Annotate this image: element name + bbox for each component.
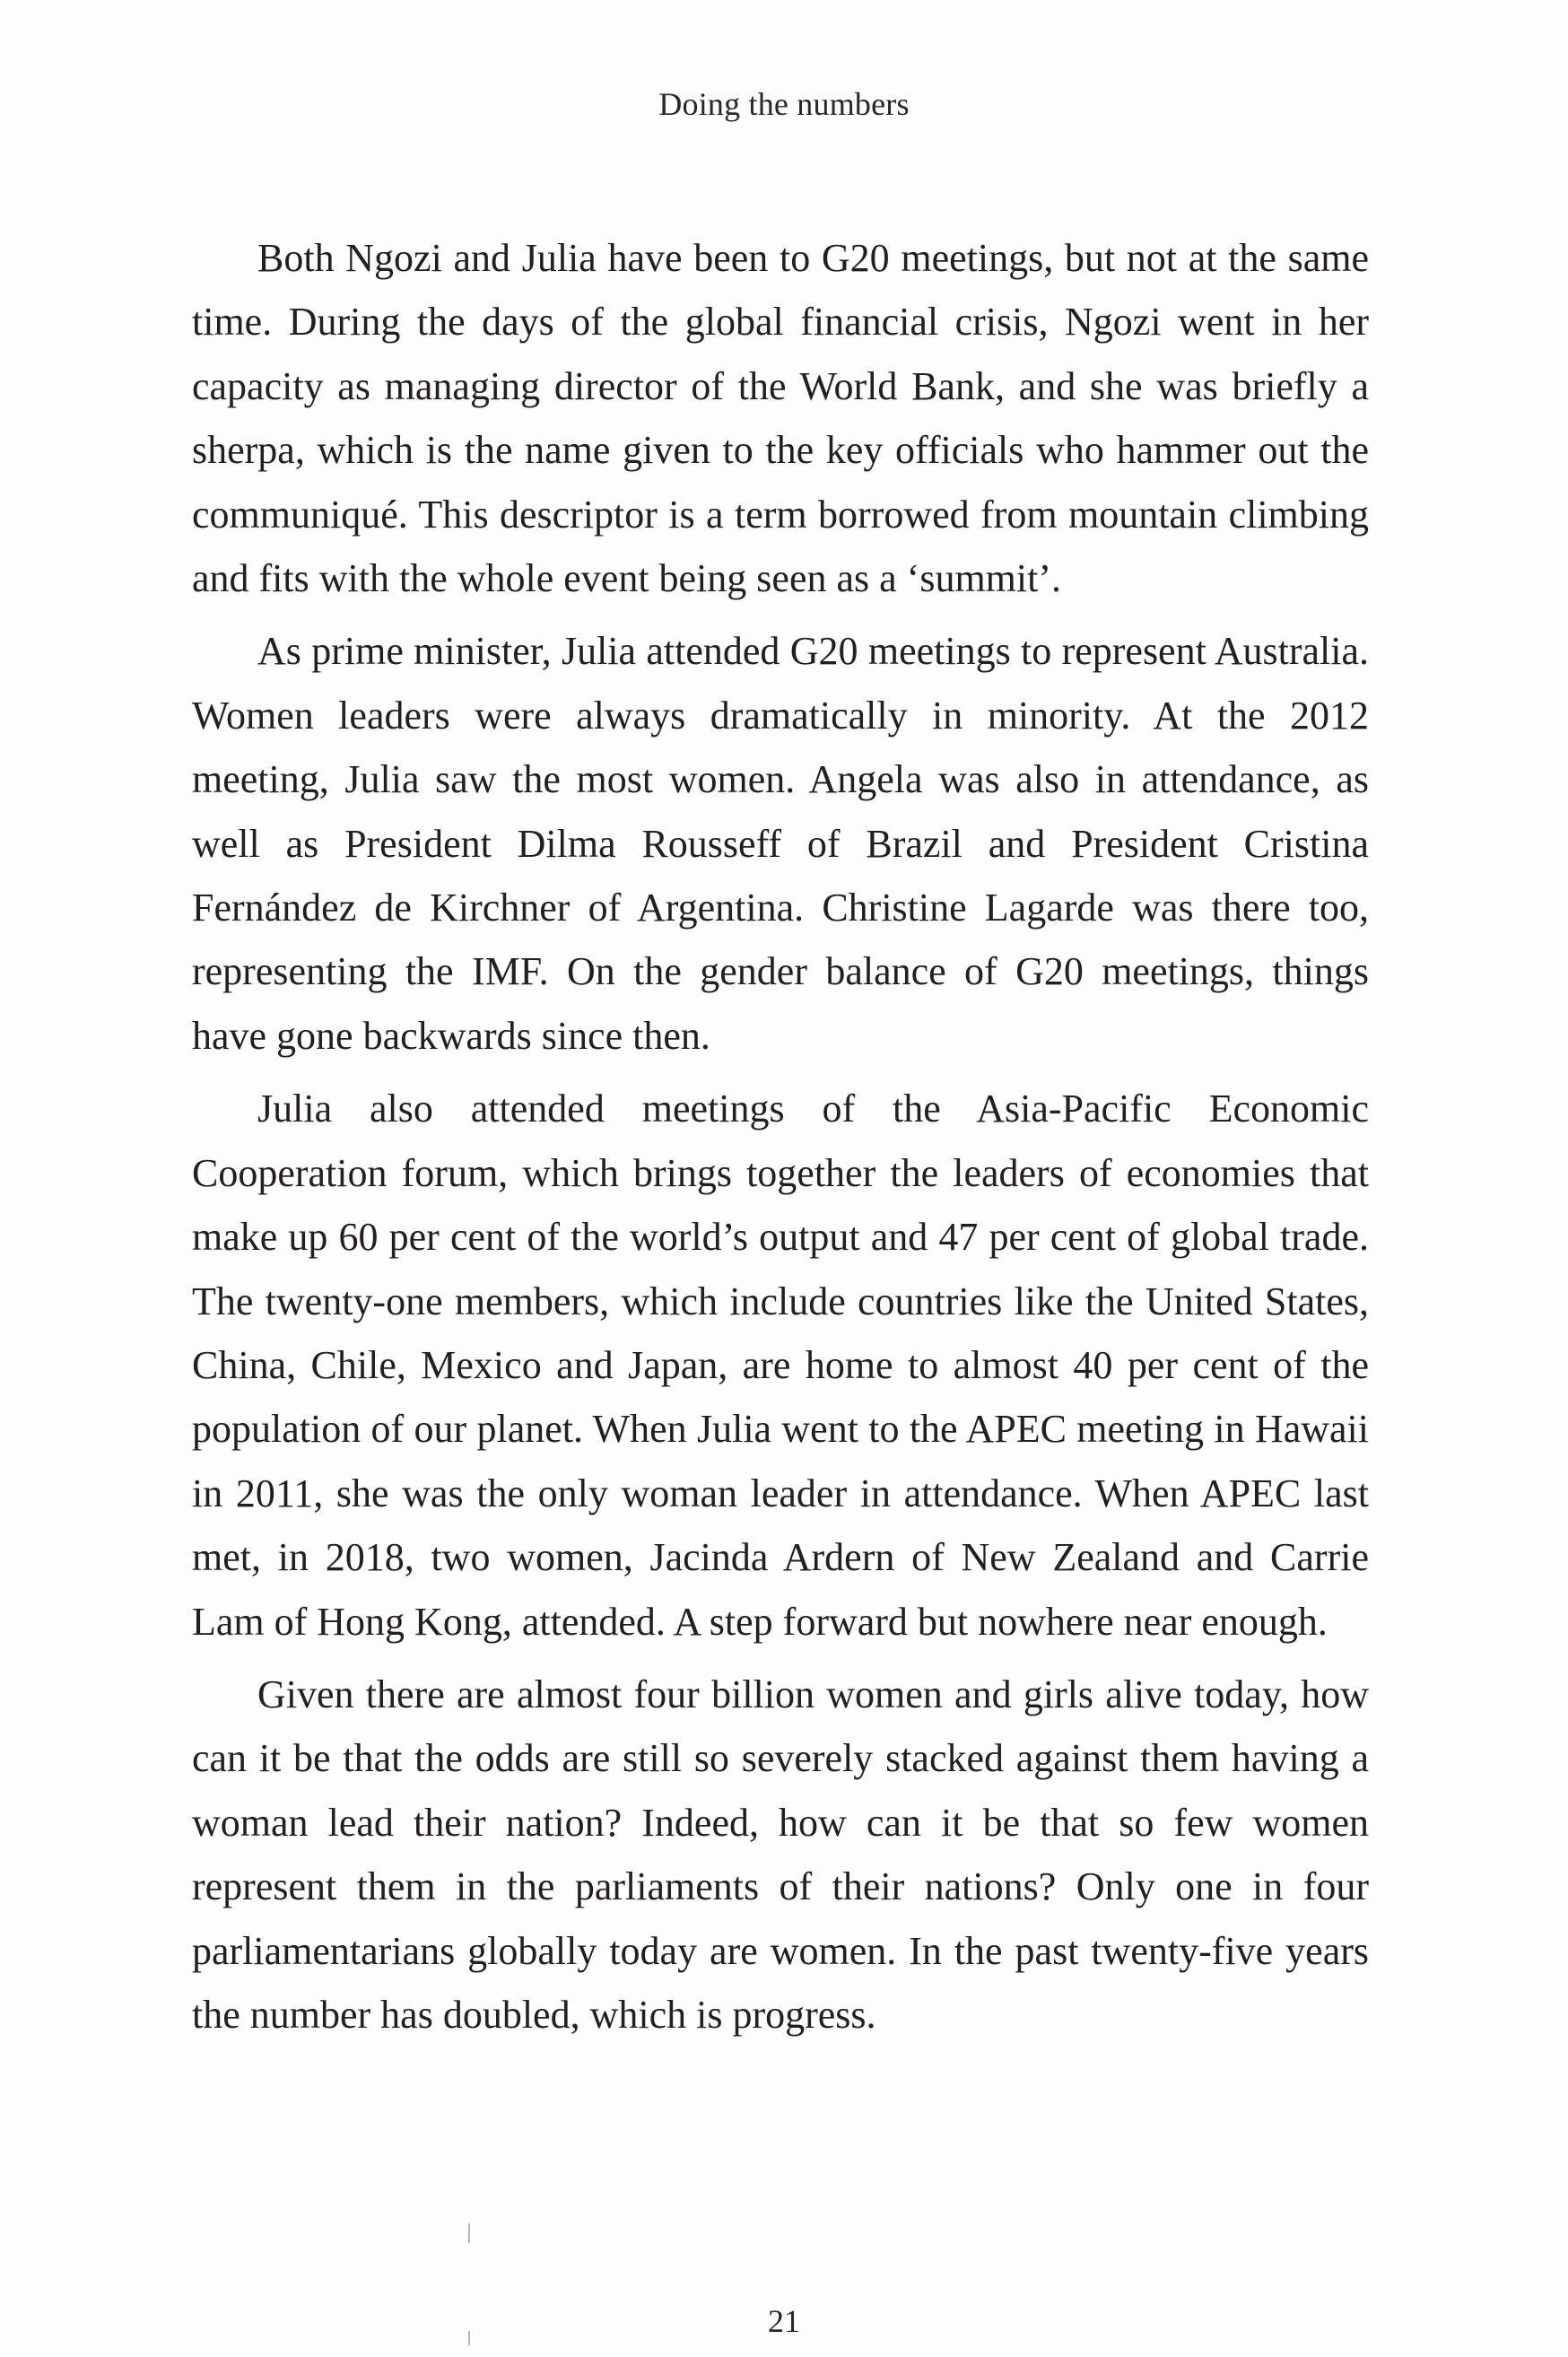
paragraph-1: Both Ngozi and Julia have been to G20 meetings, but not at the same time. During the days of the global financial crisis, Ngozi went in her capacity as managing director of the World Bank, and she was briefly a sherpa, which is the name given to the key officials who hammer out the communiqué. This descriptor is a term borrowed from mountain climbing and fits with the whole event being seen as a ‘summit’. — [192, 236, 1369, 601]
scan-speck — [468, 2223, 470, 2243]
paragraph-4: Given there are almost four billion women and girls alive today, how can it be that the odds are still so severely stacked against them having a woman lead their nation? Indeed, how can it be that so few women represent them in the parliaments of their nations? Only one in four parliamentarians globally today are women. In the past twenty-five years the number has doubled, which is progress. — [192, 1672, 1369, 2037]
body-text — [192, 226, 1369, 2056]
paragraph-3: Julia also attended meetings of the Asia-Pacific Economic Cooperation forum, which brings together the leaders of economies that make up 60 per cent of the world’s output and 47 per cent of global trade. The twenty-one members, which include countries like the United States, China, Chile, Mexico and Japan, are home to almost 40 per cent of the population of our planet. When Julia went to the APEC meeting in Hawaii in 2011, she was the only woman leader in attendance. When APEC last met, in 2018, two women, Jacinda Ardern of New Zealand and Carrie Lam of Hong Kong, attended. A step forward but nowhere near enough. — [192, 1087, 1369, 1644]
scan-speck — [468, 2331, 470, 2345]
page-number: 21 — [768, 2303, 800, 2339]
paragraph-2: As prime minister, Julia attended G20 meetings to represent Australia. Women leaders were always dramatically in minority. At the 2012 meeting, Julia saw the most women. Angela was also in attendance, as well as President Dilma Rousseff of Brazil and President Cristina Fernández de Kirchner of Argentina. Christine Lagarde was there too, representing the IMF. On the gender balance of G20 meetings, things have gone backwards since then. — [192, 629, 1369, 1058]
running-head: Doing the numbers — [658, 86, 910, 122]
